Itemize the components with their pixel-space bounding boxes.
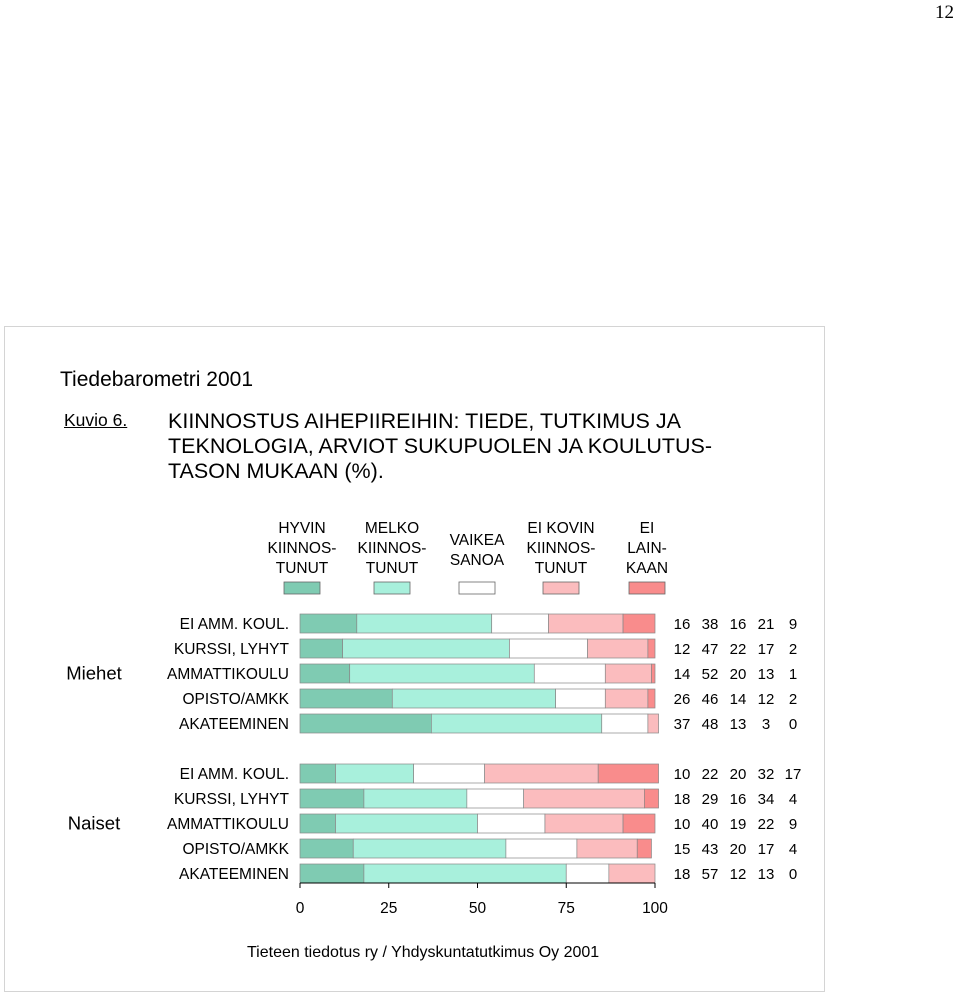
legend-swatch <box>459 582 495 594</box>
legend-label: HYVIN <box>278 520 326 537</box>
data-label: 17 <box>784 766 802 783</box>
data-label: 4 <box>788 791 798 808</box>
figure-label: Kuvio 6. <box>64 410 128 430</box>
group-label: Naiset <box>67 812 121 834</box>
bar-segment <box>648 639 655 658</box>
bar-segment <box>588 639 648 658</box>
x-tick-label: 50 <box>468 900 487 917</box>
bar-segment <box>637 839 651 858</box>
data-label: 0 <box>788 716 798 733</box>
data-label: 32 <box>757 766 775 783</box>
title-line: TASON MUKAAN (%). <box>168 459 384 483</box>
bar-segment <box>524 789 645 808</box>
data-label: 10 <box>673 816 691 833</box>
bar-segment <box>648 689 655 708</box>
bar-segment <box>300 839 353 858</box>
row-label: EI AMM. KOUL. <box>179 766 289 783</box>
bar-segment <box>300 814 336 833</box>
bar-segment <box>556 689 606 708</box>
data-label: 37 <box>673 716 691 733</box>
data-label: 13 <box>757 666 775 683</box>
row-label: AMMATTIKOULU <box>167 816 289 833</box>
data-label: 15 <box>673 841 691 858</box>
data-label: 0 <box>788 866 798 883</box>
page-number: 12 <box>935 2 954 23</box>
data-label: 16 <box>729 791 747 808</box>
data-label: 43 <box>701 841 719 858</box>
bar-segment <box>343 639 510 658</box>
bar-segment <box>350 664 535 683</box>
data-label: 47 <box>701 641 719 658</box>
bar-segment <box>623 614 655 633</box>
bar-segment <box>336 814 478 833</box>
legend-label: KIINNOS- <box>357 540 427 557</box>
brand-title: Tiedebarometri 2001 <box>60 368 253 391</box>
legend-label: KIINNOS- <box>526 540 596 557</box>
data-label: 29 <box>701 791 719 808</box>
data-label: 1 <box>788 666 798 683</box>
data-label: 16 <box>673 616 691 633</box>
data-label: 4 <box>788 841 798 858</box>
data-label: 9 <box>788 616 798 633</box>
data-label: 34 <box>757 791 775 808</box>
legend-label: KAAN <box>625 560 669 577</box>
legend-label: LAIN- <box>627 540 667 557</box>
data-label: 52 <box>701 666 719 683</box>
legend-swatch <box>284 582 320 594</box>
data-label: 57 <box>701 866 719 883</box>
bar-segment <box>623 814 655 833</box>
data-label: 12 <box>673 641 691 658</box>
x-tick-label: 25 <box>380 900 398 917</box>
bar-segment <box>364 864 566 883</box>
data-label: 17 <box>757 841 775 858</box>
bar-segment <box>431 714 601 733</box>
data-label: 13 <box>757 866 775 883</box>
bar-segment <box>300 764 336 783</box>
data-label: 2 <box>788 641 798 658</box>
data-label: 14 <box>729 691 747 708</box>
data-label: 46 <box>701 691 719 708</box>
bar-segment <box>566 864 609 883</box>
data-label: 18 <box>673 791 691 808</box>
data-label: 40 <box>701 816 719 833</box>
bar-segment <box>648 714 659 733</box>
bar-segment <box>598 764 658 783</box>
bar-segment <box>353 839 506 858</box>
bar-segment <box>545 814 623 833</box>
legend-label: EI KOVIN <box>527 520 595 537</box>
x-tick-label: 100 <box>642 900 668 917</box>
bar-segment <box>300 664 350 683</box>
data-label: 17 <box>757 641 775 658</box>
bar-segment <box>509 639 587 658</box>
bar-segment <box>336 764 414 783</box>
data-label: 20 <box>729 841 747 858</box>
bar-segment <box>467 789 524 808</box>
bar-segment <box>609 864 655 883</box>
bar-segment <box>605 689 648 708</box>
data-label: 22 <box>757 816 775 833</box>
bar-segment <box>392 689 555 708</box>
bar-segment <box>485 764 599 783</box>
data-label: 16 <box>729 616 747 633</box>
x-tick-label: 0 <box>295 900 305 917</box>
legend-label: EI <box>639 520 655 537</box>
bar-segment <box>364 789 467 808</box>
data-label: 19 <box>729 816 747 833</box>
bar-segment <box>300 614 357 633</box>
legend-swatch <box>629 582 665 594</box>
bar-segment <box>534 664 605 683</box>
row-label: AKATEEMINEN <box>179 716 289 733</box>
bar-segment <box>492 614 549 633</box>
bar-segment <box>605 664 651 683</box>
row-label: KURSSI, LYHYT <box>173 791 289 808</box>
data-label: 22 <box>701 766 719 783</box>
title-line: TEKNOLOGIA, ARVIOT SUKUPUOLEN JA KOULUTUS- <box>168 434 713 458</box>
data-label: 14 <box>673 666 691 683</box>
data-label: 12 <box>757 691 775 708</box>
group-label: Miehet <box>66 662 122 684</box>
bar-segment <box>577 839 637 858</box>
legend-label: KIINNOS- <box>267 540 337 557</box>
data-label: 20 <box>729 666 747 683</box>
legend-label: SANOA <box>449 552 505 569</box>
bar-segment <box>549 614 624 633</box>
legend-label: TUNUT <box>365 560 419 577</box>
bar-segment <box>651 664 655 683</box>
data-label: 10 <box>673 766 691 783</box>
data-label: 22 <box>729 641 747 658</box>
legend-swatch <box>374 582 410 594</box>
data-label: 26 <box>673 691 691 708</box>
bar-segment <box>644 789 658 808</box>
bar-segment <box>300 714 431 733</box>
legend-label: MELKO <box>364 520 420 537</box>
row-label: EI AMM. KOUL. <box>179 616 289 633</box>
data-label: 21 <box>757 616 775 633</box>
bar-segment <box>602 714 648 733</box>
data-label: 12 <box>729 866 747 883</box>
bar-segment <box>300 689 392 708</box>
x-tick-label: 75 <box>557 900 575 917</box>
bar-segment <box>300 639 343 658</box>
data-label: 2 <box>788 691 798 708</box>
row-label: AKATEEMINEN <box>179 866 289 883</box>
source-note: Tieteen tiedotus ry / Yhdyskuntatutkimus Oy 2001 <box>247 944 600 961</box>
bar-segment <box>300 789 364 808</box>
title-line: KIINNOSTUS AIHEPIIREIHIN: TIEDE, TUTKIMUS JA <box>168 409 681 433</box>
bar-segment <box>300 864 364 883</box>
data-label: 3 <box>761 716 771 733</box>
row-label: OPISTO/AMKK <box>182 691 289 708</box>
bar-segment <box>478 814 545 833</box>
legend-label: TUNUT <box>534 560 588 577</box>
bar-segment <box>414 764 485 783</box>
legend-swatch <box>543 582 579 594</box>
bar-segment <box>506 839 577 858</box>
data-label: 38 <box>701 616 719 633</box>
data-label: 20 <box>729 766 747 783</box>
legend-label: VAIKEA <box>449 532 505 549</box>
row-label: KURSSI, LYHYT <box>173 641 289 658</box>
legend-label: TUNUT <box>275 560 329 577</box>
row-label: AMMATTIKOULU <box>167 666 289 683</box>
data-label: 9 <box>788 816 798 833</box>
bar-segment <box>357 614 492 633</box>
data-label: 48 <box>701 716 719 733</box>
data-label: 13 <box>729 716 747 733</box>
row-label: OPISTO/AMKK <box>182 841 289 858</box>
data-label: 18 <box>673 866 691 883</box>
